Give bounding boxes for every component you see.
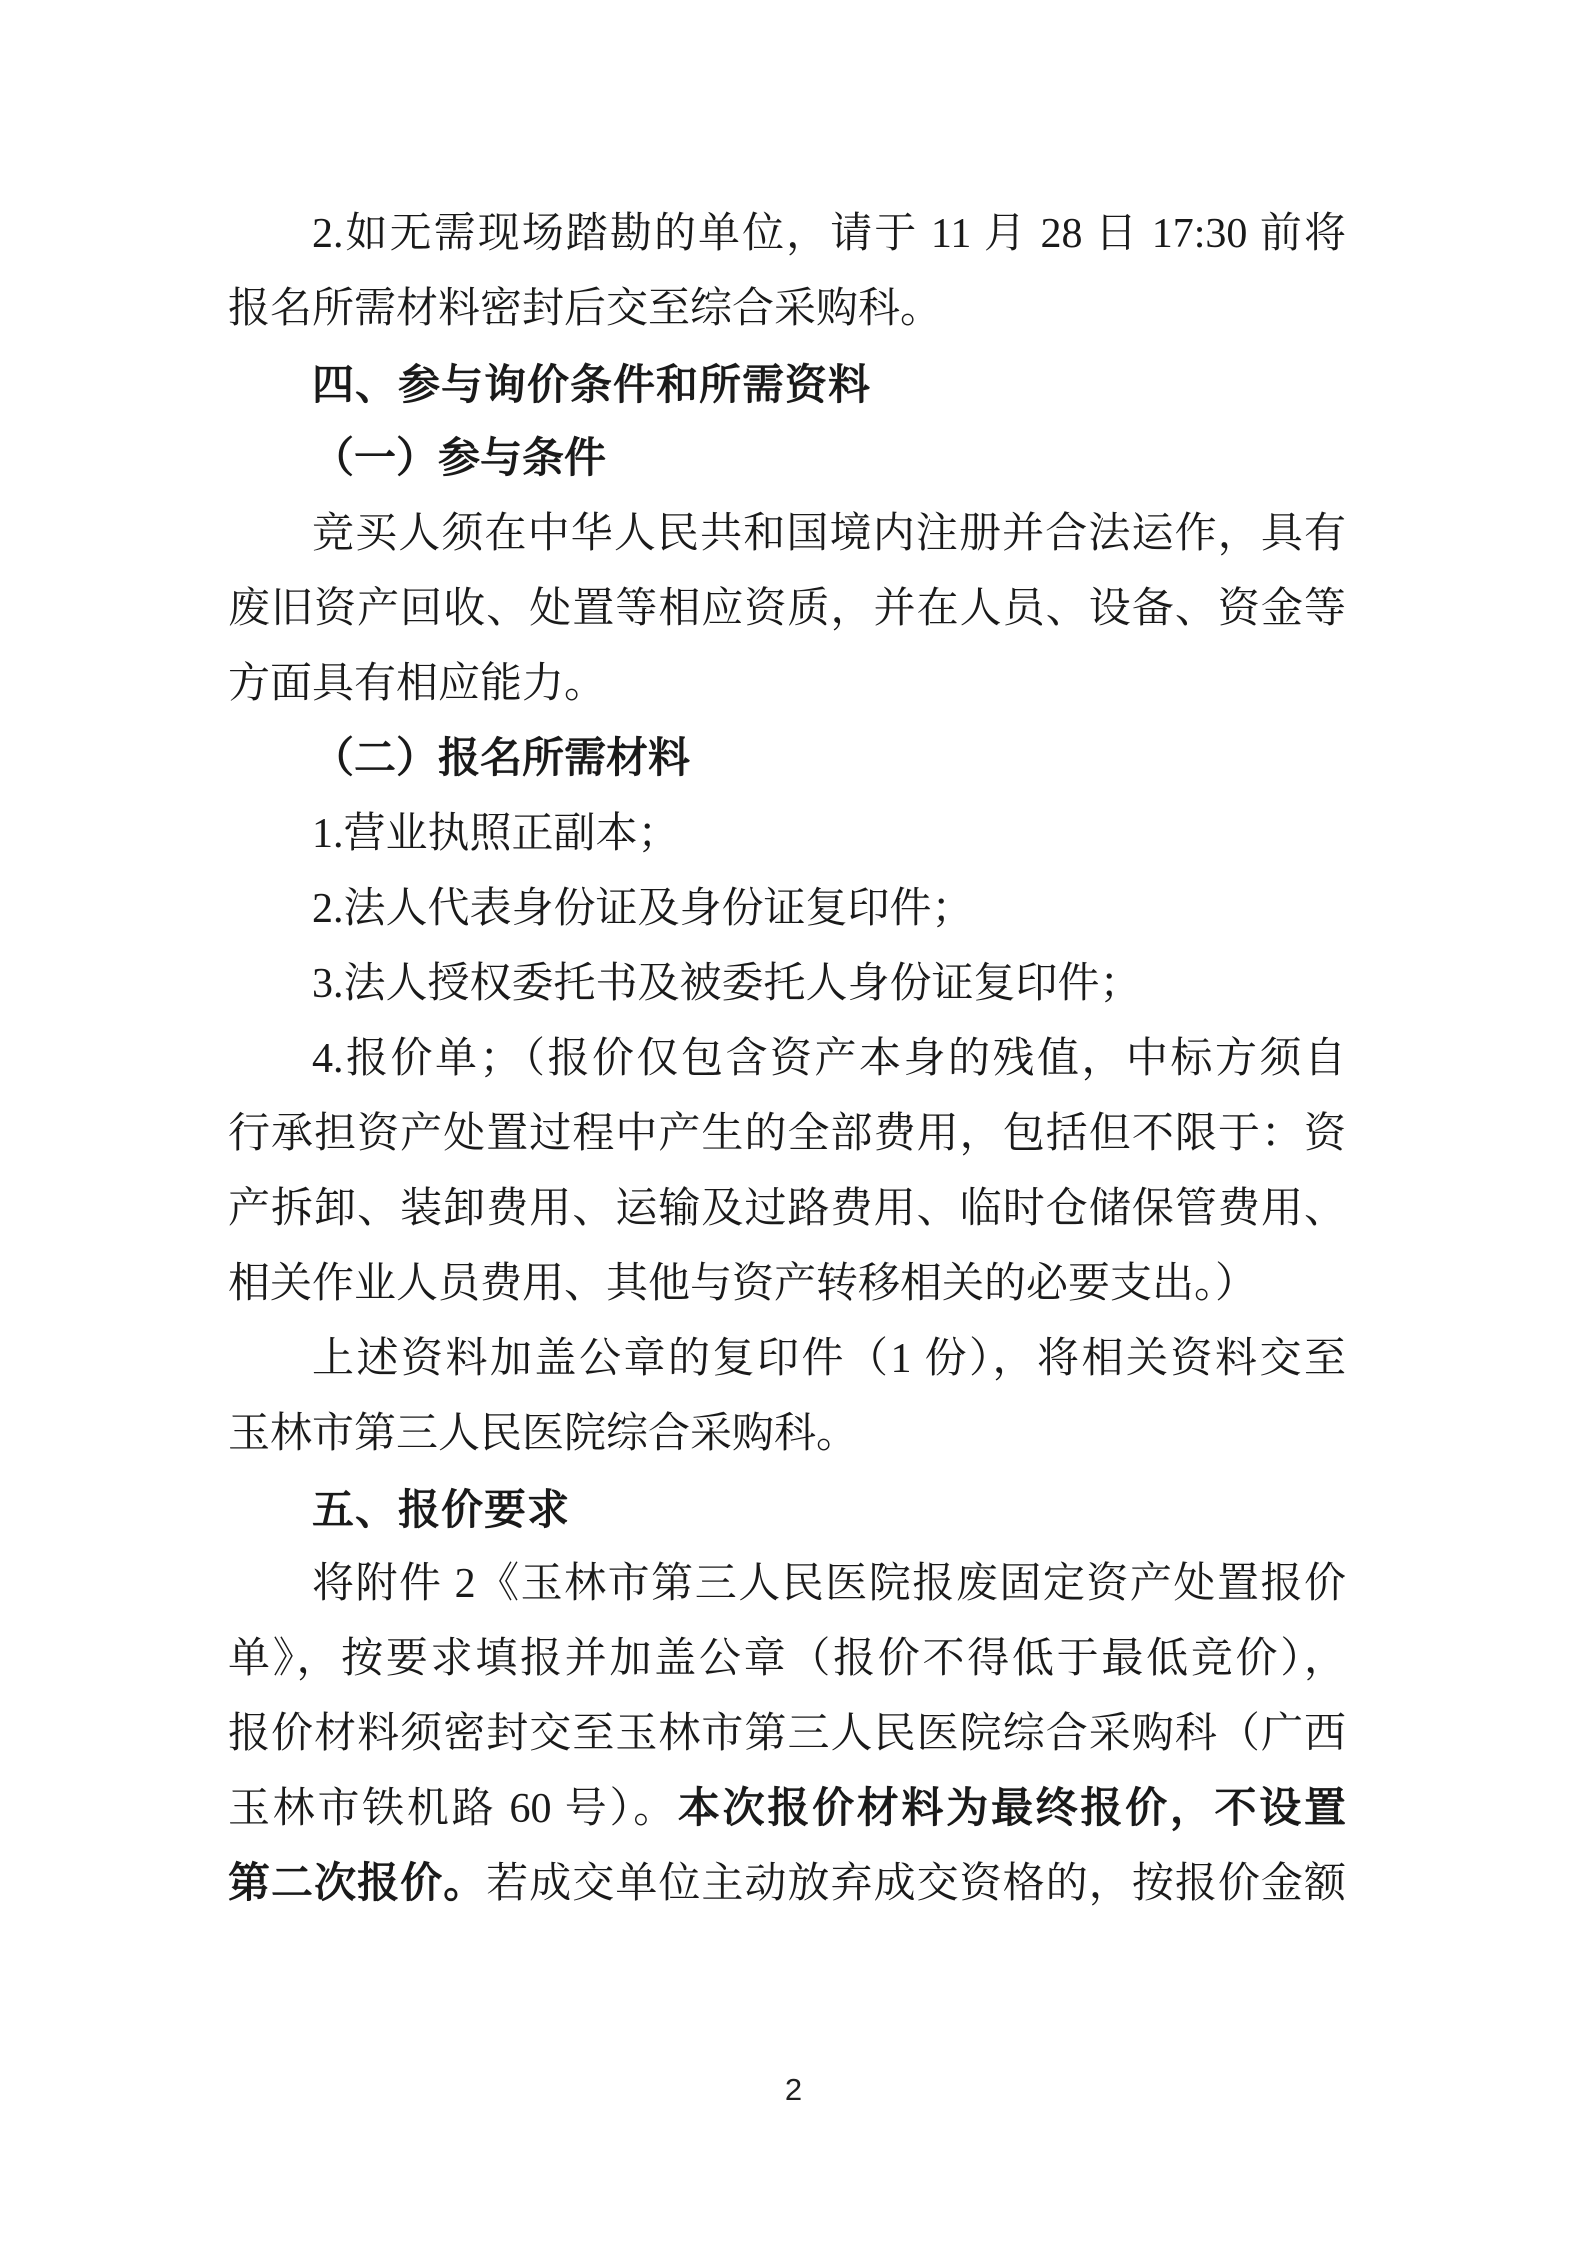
body-text: 2.法人代表身份证及身份证复印件； [312,886,974,932]
body-text: 4.报价单；（报价仅包含资产本身的残值，中标方须自 [312,1036,1346,1082]
page-number: 2 [784,2072,803,2107]
text-line [228,647,1346,722]
body-text: 废旧资产回收、处置等相应资质，并在人员、设备、资金等 [228,586,1346,632]
body-text: 方面具有相应能力。 [228,661,607,707]
text-line [228,947,1346,1022]
text-line [228,572,1346,647]
text-line [228,347,1346,422]
text-line [228,1172,1346,1247]
text-line [228,497,1346,572]
text-line [228,872,1346,947]
body-text: 单》，按要求填报并加盖公章（报价不得低于最低竞价）， [228,1636,1346,1682]
body-text: 玉林市铁机路 60 号）。 [228,1786,678,1832]
body-text: 2.如无需现场踏勘的单位，请于 11 月 28 日 17:30 前将 [312,211,1346,257]
body-text: 产拆卸、装卸费用、运输及过路费用、临时仓储保管费用、 [228,1186,1346,1232]
text-line [228,1322,1346,1397]
text-line [228,1097,1346,1172]
text-line [228,1547,1346,1622]
sub-heading: （一）参与条件 [312,436,607,482]
body-text: 将附件 2《玉林市第三人民医院报废固定资产处置报价 [312,1561,1346,1607]
text-line [228,1022,1346,1097]
text-line [228,1472,1346,1547]
text-line [228,422,1346,497]
text-line [228,1622,1346,1697]
text-line [228,1697,1346,1772]
body-text: 竞买人须在中华人民共和国境内注册并合法运作，具有 [312,511,1346,557]
sub-heading: （二）报名所需材料 [312,736,691,782]
body-text: 3.法人授权委托书及被委托人身份证复印件； [312,961,1142,1007]
body-text: 相关作业人员费用、其他与资产转移相关的必要支出。） [228,1261,1258,1307]
text-line [228,1847,1346,1922]
emphasized-text: 第二次报价。 [228,1861,487,1907]
text-line [228,722,1346,797]
body-text: 若成交单位主动放弃成交资格的，按报价金额 [486,1861,1346,1907]
text-line [228,1397,1346,1472]
body-text: 玉林市第三人民医院综合采购科。 [228,1411,859,1457]
body-text: 报名所需材料密封后交至综合采购科。 [228,286,943,332]
section-heading: 四、参与询价条件和所需资料 [312,361,872,408]
body-text: 上述资料加盖公章的复印件（1 份），将相关资料交至 [312,1336,1346,1382]
body-text: 报价材料须密封交至玉林市第三人民医院综合采购科（广西 [228,1711,1346,1757]
text-line [228,797,1346,872]
text-line [228,272,1346,347]
section-heading: 五、报价要求 [312,1486,571,1533]
emphasized-text: 本次报价材料为最终报价，不设置 [677,1786,1346,1832]
body-text: 1.营业执照正副本； [312,811,680,857]
body-text: 行承担资产处置过程中产生的全部费用，包括但不限于：资 [228,1111,1346,1157]
text-line [228,1247,1346,1322]
text-line [228,1772,1346,1847]
text-line [228,197,1346,272]
document-body [228,197,1346,1922]
